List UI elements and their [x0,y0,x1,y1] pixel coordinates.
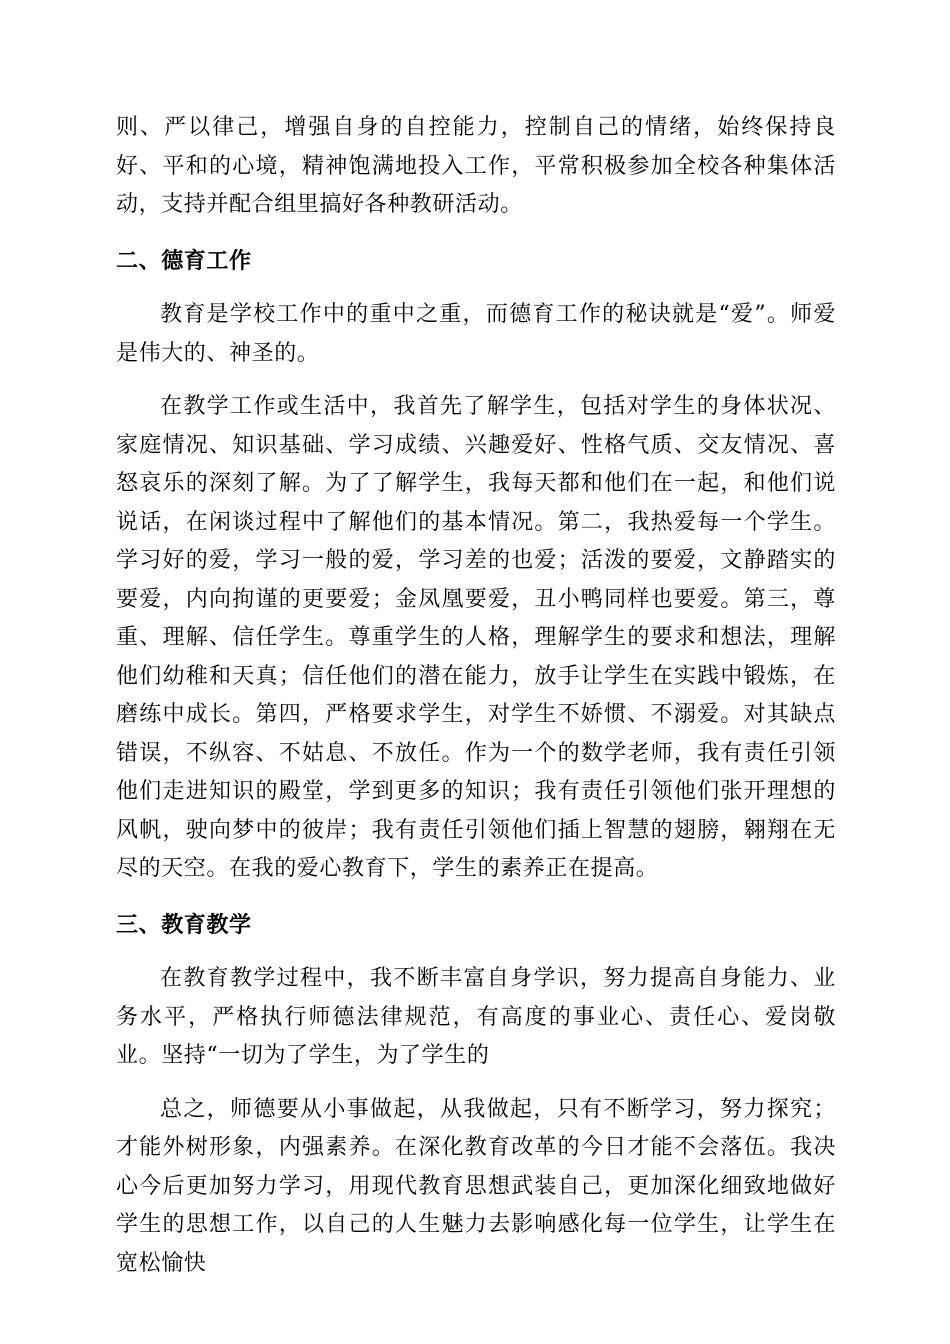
spacer [116,373,836,388]
document-body [116,109,836,1283]
spacer [116,1076,836,1091]
moral-education-paragraph-2: 在教学工作或生活中，我首先了解学生，包括对学生的身体状况、家庭情况、知识基础、学习成绩、兴趣爱好、性格气质、交友情况、喜怒哀乐的深刻了解。为了了解学生，我每天都和他们在一起，和他们说说话，在闲谈过程中了解他们的基本情况。第二，我热爱每一个学生。学习好的爱，学习一般的爱，学习差的也爱；活泼的要爱，文静踏实的要爱，内向拘谨的更要爱；金凤凰要爱，丑小鸭同样也要爱。第三，尊重、理解、信任学生。尊重学生的人格，理解学生的要求和想法，理解他们幼稚和天真；信任他们的潜在能力，放手让学生在实践中锻炼，在磨练中成长。第四，严格要求学生，对学生不娇惯、不溺爱。对其缺点错误，不纵容、不姑息、不放任。作为一个的数学老师，我有责任引领他们走进知识的殿堂，学到更多的知识；我有责任引领他们张开理想的风帆，驶向梦中的彼岸；我有责任引领他们插上智慧的翅膀，翱翔在无尽的天空。在我的爱心教育下，学生的素养正在提高。 [116,394,836,881]
spacer [116,225,836,243]
spacer [116,281,836,296]
spacer [116,889,836,907]
section-heading-teaching: 三、教育教学 [116,912,252,938]
section-heading-moral-education: 二、德育工作 [116,248,252,274]
conclusion-paragraph: 总之，师德要从小事做起，从我做起，只有不断学习，努力探究；才能外树形象，内强素养。在深化教育改革的今日才能不会落伍。我决心今后更加努力学习，用现代教育思想武装自己，更加深化细致地做好学生的思想工作，以自己的人生魅力去影响感化每一位学生，让学生在宽松愉快 [116,1096,836,1276]
teaching-paragraph-1: 在教育教学过程中，我不断丰富自身学识，努力提高自身能力、业务水平，严格执行师德法律规范，有高度的事业心、责任心、爱岗敬业。坚持“一切为了学生，为了学生的 [116,966,836,1068]
moral-education-paragraph-1: 教育是学校工作中的重中之重，而德育工作的秘诀就是“爱”。师爱是伟大的、神圣的。 [116,302,836,366]
spacer [116,945,836,960]
intro-paragraph: 则、严以律己，增强自身的自控能力，控制自己的情绪，始终保持良好、平和的心境，精神饱满地投入工作，平常积极参加全校各种集体活动，支持并配合组里搞好各种教研活动。 [116,115,836,217]
